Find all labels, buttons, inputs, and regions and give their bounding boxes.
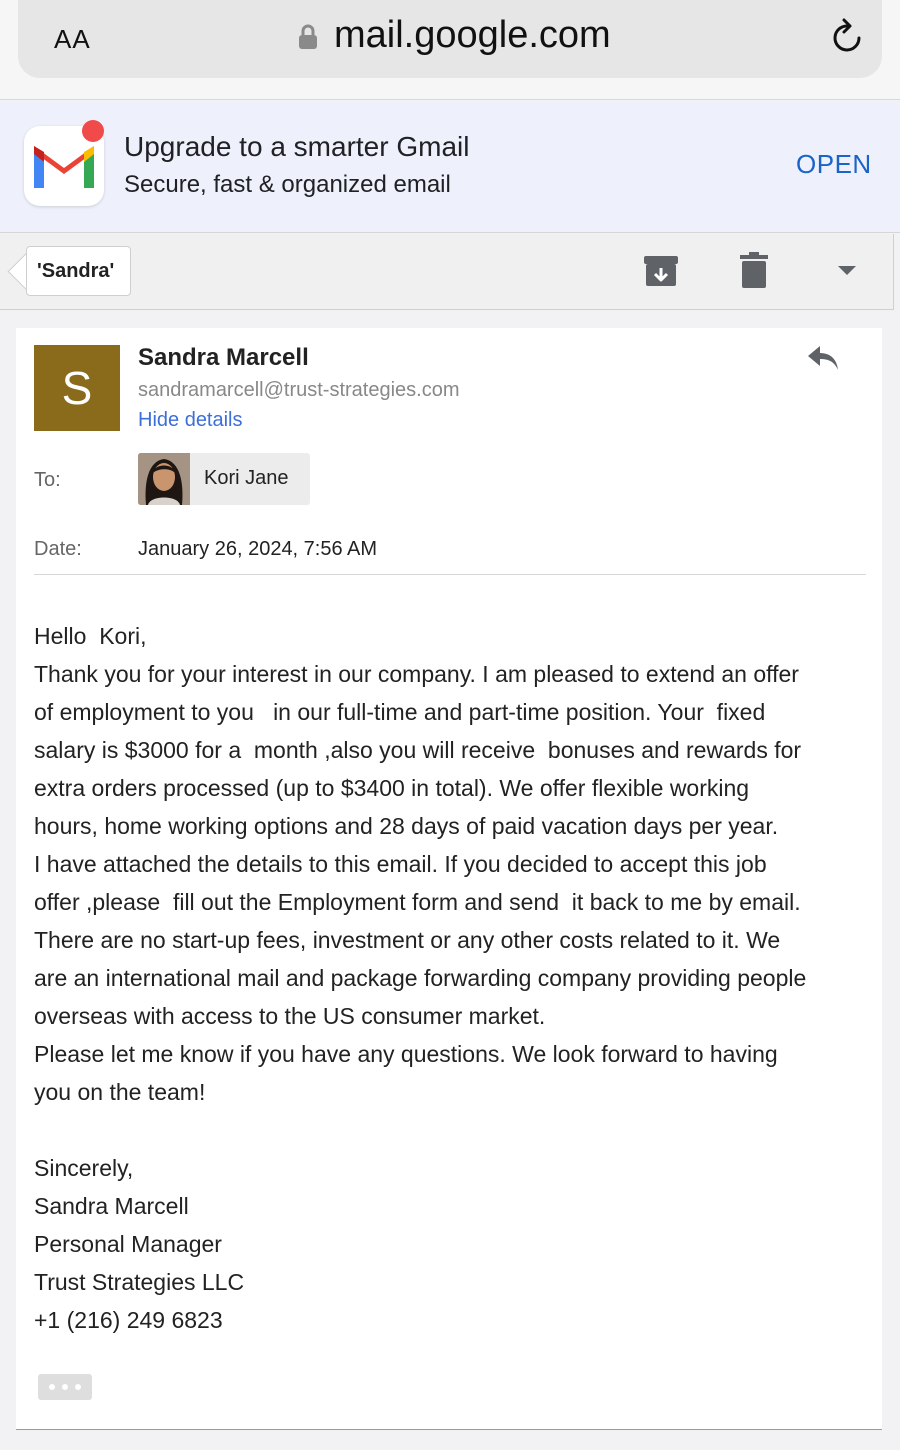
- chevron-down-icon[interactable]: [836, 264, 858, 278]
- body-line: offer ,please fill out the Employment form and send it back to me by email.: [34, 889, 801, 915]
- text-size-button[interactable]: [54, 18, 91, 57]
- body-line: hours, home working options and 28 days of paid vacation days per year.: [34, 813, 779, 839]
- message-body: [34, 617, 874, 1339]
- reply-icon[interactable]: [806, 344, 840, 372]
- body-line: extra orders processed (up to $3400 in total). We offer flexible working: [34, 775, 750, 801]
- body-line: I have attached the details to this email. If you decided to accept this job: [34, 851, 767, 877]
- body-line: There are no start-up fees, investment or any other costs related to it. We: [34, 927, 781, 953]
- hide-details-link[interactable]: Hide details: [138, 409, 243, 431]
- show-trimmed-content-button[interactable]: [38, 1374, 92, 1400]
- recipient-chip[interactable]: [138, 453, 310, 505]
- notification-dot: [82, 120, 104, 142]
- sender-email: sandramarcell@trust-strategies.com: [138, 379, 460, 401]
- recipient-name: Kori Jane: [204, 467, 289, 489]
- body-line: salary is $3000 for a month ,also you will receive bonuses and rewards for: [34, 737, 802, 763]
- gmail-logo-icon: [24, 126, 104, 206]
- open-app-button[interactable]: OPEN: [796, 149, 872, 179]
- ellipsis-dot-icon: [62, 1384, 68, 1390]
- signature-line: Sincerely,: [34, 1155, 134, 1181]
- sender-avatar: S: [34, 345, 120, 431]
- date-value: January 26, 2024, 7:56 AM: [138, 538, 378, 560]
- lock-icon: [298, 24, 318, 50]
- body-line: overseas with access to the US consumer market.: [34, 1003, 546, 1029]
- message-toolbar: [0, 234, 894, 310]
- body-line: Thank you for your interest in our company. I am pleased to extend an offer: [34, 661, 799, 687]
- body-line: you on the team!: [34, 1079, 206, 1105]
- url-field[interactable]: [18, 0, 882, 78]
- back-button-label: 'Sandra': [26, 246, 131, 296]
- recipient-avatar: [138, 453, 190, 505]
- body-line: of employment to you in our full-time and part-time position. Your fixed: [34, 699, 766, 725]
- banner-subtitle: Secure, fast & organized email: [124, 171, 451, 198]
- message-card: [16, 328, 882, 1430]
- to-label: To:: [34, 469, 61, 491]
- back-button[interactable]: [0, 234, 160, 310]
- reload-icon[interactable]: [828, 16, 868, 56]
- date-label: Date:: [34, 538, 82, 560]
- trash-icon[interactable]: [740, 252, 768, 288]
- signature-line: Trust Strategies LLC: [34, 1269, 245, 1295]
- body-spacer: [34, 1111, 874, 1149]
- text-size-label: AA: [54, 24, 91, 54]
- ellipsis-dot-icon: [75, 1384, 81, 1390]
- signature-line: Sandra Marcell: [34, 1193, 189, 1219]
- body-line: Please let me know if you have any questions. We look forward to having: [34, 1041, 778, 1067]
- body-line: are an international mail and package forwarding company providing people: [34, 965, 807, 991]
- signature-line: +1 (216) 249 6823: [34, 1307, 223, 1333]
- ellipsis-dot-icon: [49, 1384, 55, 1390]
- url-text: mail.google.com: [334, 14, 611, 56]
- header-divider: [34, 574, 866, 575]
- banner-title: Upgrade to a smarter Gmail: [124, 131, 470, 162]
- browser-address-bar: [0, 0, 900, 100]
- signature-line: Personal Manager: [34, 1231, 222, 1257]
- app-install-banner: [0, 101, 900, 233]
- archive-icon[interactable]: [644, 254, 678, 288]
- body-line: Hello Kori,: [34, 623, 147, 649]
- sender-name: Sandra Marcell: [138, 344, 309, 371]
